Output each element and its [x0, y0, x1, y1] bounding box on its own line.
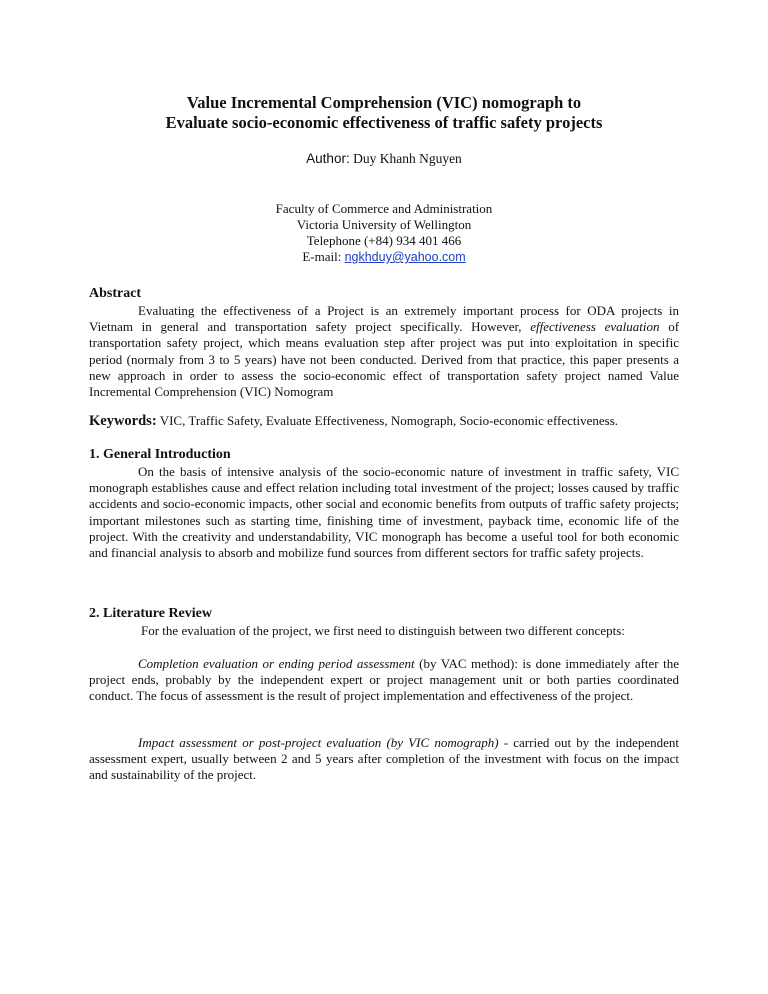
- section-2-intro: For the evaluation of the project, we first need to distinguish between two different concepts:: [141, 623, 625, 638]
- impact-paragraph: [89, 735, 679, 784]
- impact-text: - carried out by the independent assessment expert, usually between 2 and 5 years after completion of the investment with focus on the impact and sustainability of the project.: [89, 735, 680, 783]
- abstract-heading: Abstract: [89, 286, 142, 301]
- abstract-section: [89, 285, 679, 400]
- title-line-1: Value Incremental Comprehension (VIC) nomograph to: [186, 93, 582, 112]
- telephone: Telephone (+84) 934 401 466: [306, 233, 462, 248]
- author-line: [0, 150, 768, 168]
- section-1-paragraph: On the basis of intensive analysis of the socio-economic nature of investment in traffic safety, VIC monograph establishes cause and effect relation including total investment of the project; losses caused by traffic accidents and socio-economic impacts, other social and economic benefits from outputs of traffic safety projects; important milestones such as starting time, finishing time of investment, payback time, economic life of the project. With the creativity and understandability, VIC monograph has become a useful tool for both economic and financial analysis to absorb and mobilize fund sources from different sectors for traffic safety projects.: [89, 464, 679, 561]
- keywords-line: [89, 412, 679, 430]
- keywords-label: Keywords:: [89, 413, 157, 429]
- author-name: Duy Khanh Nguyen: [353, 151, 462, 166]
- abstract-text-1: Evaluating the effectiveness of a Project is an extremely important process for ODA projects in Vietnam in general and transportation safety project specifically. However,: [89, 303, 679, 335]
- completion-paragraph: [89, 656, 679, 705]
- impact-emphasis: Impact assessment or post-project evaluation (by VIC nomograph): [138, 735, 499, 750]
- email-link[interactable]: ngkhduy@yahoo.com: [344, 250, 466, 264]
- section-general-introduction: [89, 446, 679, 561]
- completion-evaluation-paragraph: [89, 656, 679, 705]
- title-line-2: Evaluate socio-economic effectiveness of traffic safety projects: [165, 113, 603, 132]
- section-1-heading: 1. General Introduction: [89, 447, 231, 462]
- email-label: E-mail:: [302, 249, 342, 264]
- section-2-heading: 2. Literature Review: [89, 606, 212, 621]
- paper-title: [0, 93, 768, 133]
- keywords-text: VIC, Traffic Safety, Evaluate Effectiveness, Nomograph, Socio-economic effectiveness.: [159, 413, 619, 428]
- completion-text: (by VAC method): is done immediately after the project ends, probably by the independent expert or project management unit or both parties coordinated conduct. The focus of assessment is the result of project implementation and effectiveness of the project.: [89, 656, 680, 704]
- affiliation-block: [0, 201, 768, 265]
- keywords-section: [89, 412, 679, 430]
- faculty: Faculty of Commerce and Administration: [275, 201, 493, 216]
- abstract-emphasis: effectiveness evaluation: [530, 319, 660, 335]
- email-line: [0, 249, 768, 265]
- impact-assessment-paragraph: [89, 735, 679, 784]
- author-label: Author:: [306, 151, 350, 166]
- abstract-text-2: of transportation safety project, which means evaluation step after project was put into exploitation in specific period (normaly from 3 to 5 years) have not been conducted. Derived from that practice, this paper presents a new approach in order to assess the socio-economic effect of transportation safety project named Value Incremental Comprehension (VIC) Nomogram: [89, 319, 680, 400]
- university: Victoria University of Wellington: [296, 217, 472, 232]
- completion-emphasis: Completion evaluation or ending period assessment: [138, 656, 415, 671]
- section-literature-review: [89, 605, 679, 639]
- abstract-paragraph: [89, 303, 679, 400]
